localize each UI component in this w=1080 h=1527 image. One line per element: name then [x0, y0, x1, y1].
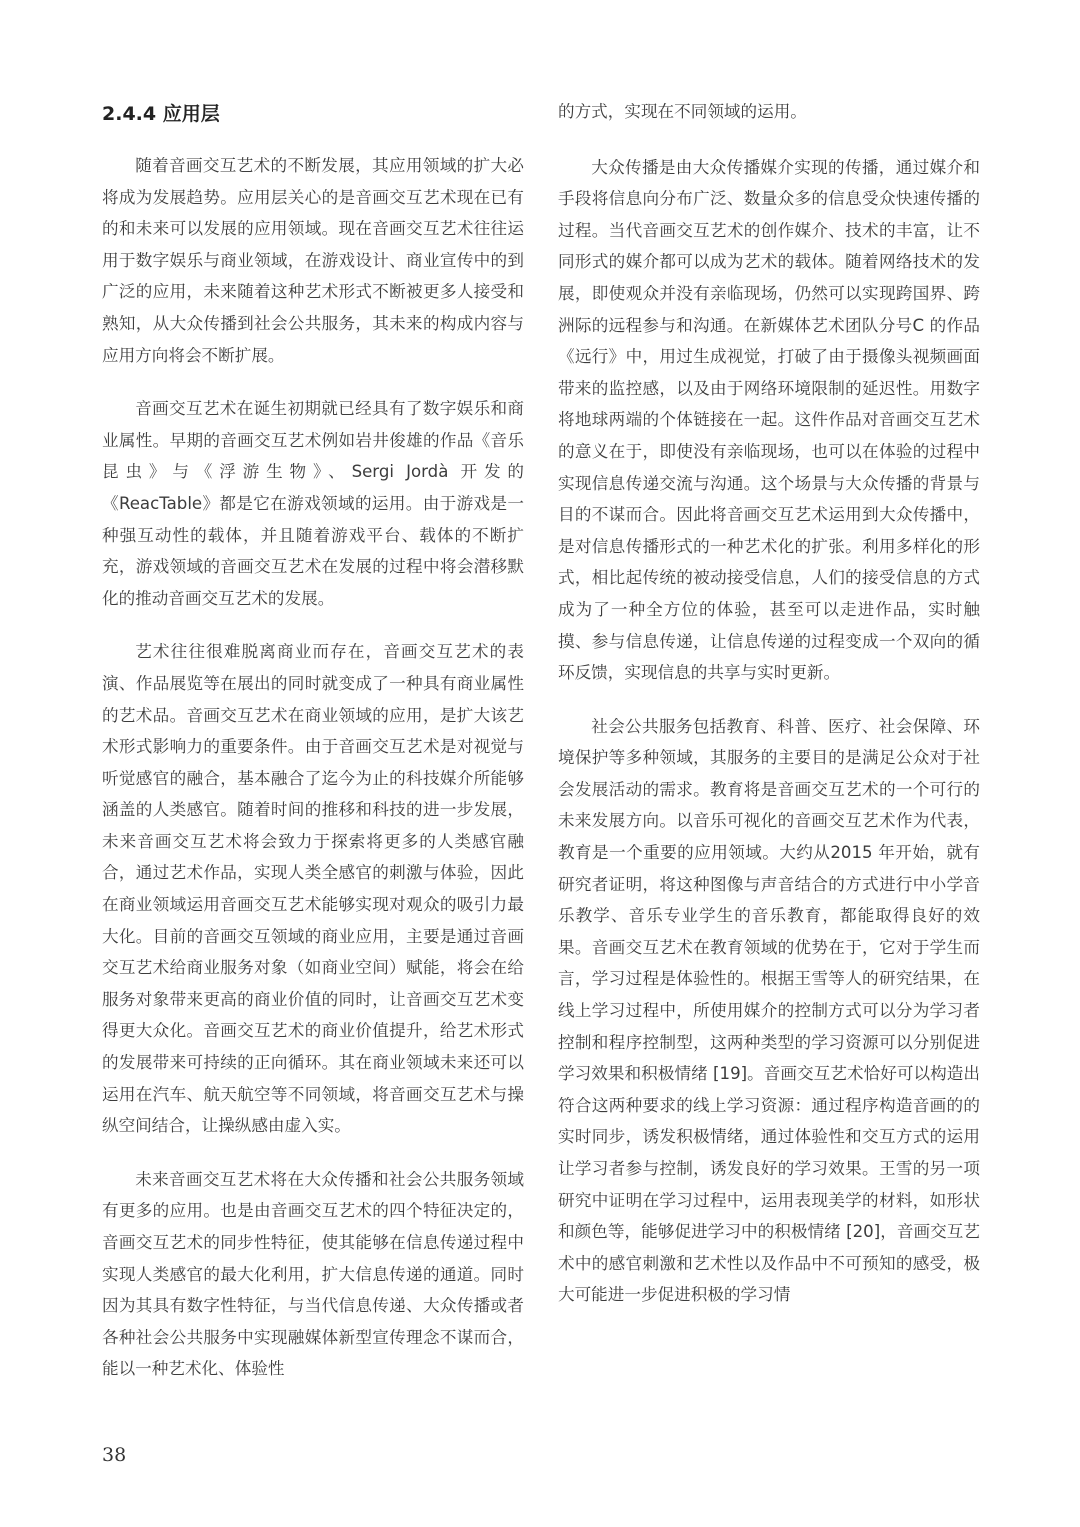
section-heading: 2.4.4 应用层	[102, 103, 220, 125]
left-column	[102, 92, 524, 1407]
paragraph: 未来音画交互艺术将在大众传播和社会公共服务领域有更多的应用。也是由音画交互艺术的四个特征决定的，音画交互艺术的同步性特征，使其能够在信息传递过程中实现人类感官的最大化利用，扩大信息传递的通道。同时因为其具有数字性特征，与当代信息传递、大众传播或者各种社会公共服务中实现融媒体新型宣传理念不谋而合，能以一种艺术化、体验性	[102, 1169, 524, 1379]
paragraph: 艺术往往很难脱离商业而存在，音画交互艺术的表演、作品展览等在展出的同时就变成了一种具有商业属性的艺术品。音画交互艺术在商业领域的应用，是扩大该艺术形式影响力的重要条件。由于音画交互艺术是对视觉与听觉感官的融合，基本融合了迄今为止的科技媒介所能够涵盖的人类感官。随着时间的推移和科技的进一步发展，未来音画交互艺术将会致力于探索将更多的人类感官融合，通过艺术作品，实现人类全感官的刺激与体验，因此在商业领域运用音画交互艺术能够实现对观众的吸引力最大化。目前的音画交互领域的商业应用，主要是通过音画交互艺术给商业服务对象（如商业空间）赋能，将会在给服务对象带来更高的商业价值的同时，让音画交互艺术变得更大众化。音画交互艺术的商业价值提升，给艺术形式的发展带来可持续的正向循环。其在商业领域未来还可以运用在汽车、航天航空等不同领域，将音画交互艺术与操纵空间结合，让操纵感由虚入实。	[102, 642, 524, 1136]
right-column	[558, 92, 980, 1333]
page-number: 38	[102, 1444, 127, 1466]
paragraph-continuation: 的方式，实现在不同领域的运用。	[558, 102, 807, 121]
paragraph: 音画交互艺术在诞生初期就已经具有了数字娱乐和商业属性。早期的音画交互艺术例如岩井俊雄的作品《音乐昆虫》与《浮游生物》、Sergi Jordà 开发的《ReacTable》都是它在游戏领域的运用。由于游戏是一种强互动性的载体，并且随着游戏平台、载体的不断扩充，游戏领域的音画交互艺术在发展的过程中将会潜移默化的推动音画交互艺术的发展。	[102, 399, 524, 608]
paragraph: 社会公共服务包括教育、科普、医疗、社会保障、环境保护等多种领域，其服务的主要目的是满足公众对于社会发展活动的需求。教育将是音画交互艺术的一个可行的未来发展方向。以音乐可视化的音画交互艺术作为代表，教育是一个重要的应用领域。大约从2015 年开始，就有研究者证明，将这种图像与声音结合的方式进行中小学音乐教学、音乐专业学生的音乐教育，都能取得良好的效果。音画交互艺术在教育领域的优势在于，它对于学生而言，学习过程是体验性的。根据王雪等人的研究结果，在线上学习过程中，所使用媒介的控制方式可以分为学习者控制和程序控制型，这两种类型的学习资源可以分别促进学习效果和积极情绪 [19]。音画交互艺术恰好可以构造出符合这两种要求的线上学习资源：通过程序构造音画的的实时同步，诱发积极情绪，通过体验性和交互方式的运用让学习者参与控制，诱发良好的学习效果。王雪的另一项研究中证明在学习过程中，运用表现美学的材料，如形状和颜色等，能够促进学习中的积极情绪 [20]，音画交互艺术中的感官刺激和艺术性以及作品中不可预知的感受，极大可能进一步促进积极的学习情	[558, 716, 980, 1305]
paragraph: 大众传播是由大众传播媒介实现的传播，通过媒介和手段将信息向分布广泛、数量众多的信息受众快速传播的过程。当代音画交互艺术的创作媒介、技术的丰富，让不同形式的媒介都可以成为艺术的载体。随着网络技术的发展，即使观众并没有亲临现场，仍然可以实现跨国界、跨洲际的远程参与和沟通。在新媒体艺术团队分号C 的作品《远行》中，用过生成视觉，打破了由于摄像头视频画面带来的监控感，以及由于网络环境限制的延迟性。用数字将地球两端的个体链接在一起。这件作品对音画交互艺术的意义在于，即使没有亲临现场，也可以在体验的过程中实现信息传递交流与沟通。这个场景与大众传播的背景与目的不谋而合。因此将音画交互艺术运用到大众传播中，是对信息传播形式的一种艺术化的扩张。利用多样化的形式，相比起传统的被动接受信息，人们的接受信息的方式成为了一种全方位的体验，甚至可以走进作品，实时触摸、参与信息传递，让信息传递的过程变成一个双向的循环反馈，实现信息的共享与实时更新。	[558, 157, 980, 683]
paragraph: 随着音画交互艺术的不断发展，其应用领域的扩大必将成为发展趋势。应用层关心的是音画交互艺术现在已有的和未来可以发展的应用领域。现在音画交互艺术往往运用于数字娱乐与商业领域，在游戏设计、商业宣传中的到广泛的应用，未来随着这种艺术形式不断被更多人接受和熟知，从大众传播到社会公共服务，其未来的构成内容与应用方向将会不断扩展。	[102, 156, 524, 365]
